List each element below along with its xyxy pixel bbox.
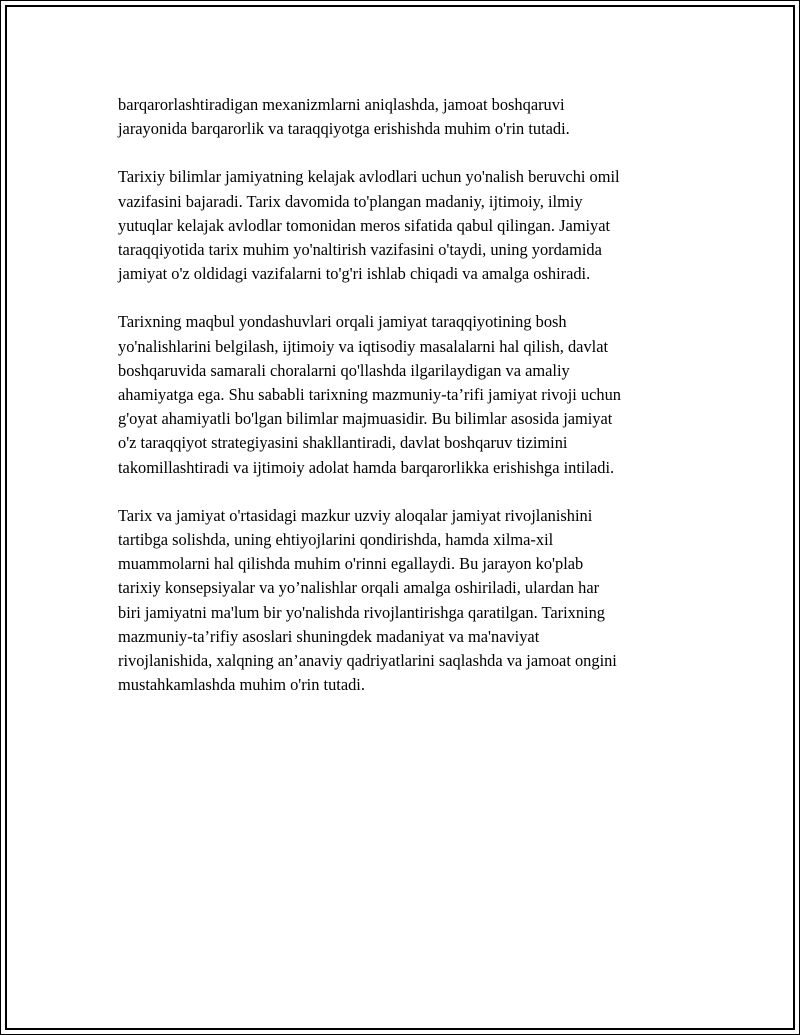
text-line: boshqaruvida samarali choralarni qo'llashda ilgarilaydigan va amaliy (118, 360, 570, 380)
text-line: ahamiyatga ega. Shu sababli tarixning mazmuniy-ta’rifi jamiyat rivoji uchun (118, 385, 621, 405)
text-line: rivojlanishida, xalqning an’anaviy qadriyatlarini saqlashda va jamoat ongini (118, 651, 617, 671)
text-line: jamiyat o'z oldidagi vazifalarni to'g'ri ishlab chiqadi va amalga oshiradi. (118, 264, 591, 284)
text-line: vazifasini bajaradi. Tarix davomida to'plangan madaniy, ijtimoiy, ilmiy (118, 191, 583, 211)
text-line: barqarorlashtiradigan mexanizmlarni aniqlashda, jamoat boshqaruvi (118, 95, 565, 114)
text-line: tarixiy konsepsiyalar va yo’nalishlar orqali amalga oshiriladi, ulardan har (118, 578, 600, 598)
text-line: o'z taraqqiyot strategiyasini shakllantiradi, davlat boshqaruv tizimini (118, 433, 568, 453)
text-line: yo'nalishlarini belgilash, ijtimoiy va iqtisodiy masalalarni hal qilish, davlat (118, 336, 609, 356)
text-line: Tarix va jamiyat o'rtasidagi mazkur uzviy aloqalar jamiyat rivojlanishini (118, 505, 593, 525)
text-line: biri jamiyatni ma'lum bir yo'nalishda rivojlantirishga qaratilgan. Tarixning (118, 602, 605, 622)
paragraph-2 (118, 165, 708, 286)
text-line: g'oyat ahamiyatli bo'lgan bilimlar majmuasidir. Bu bilimlar asosida jamiyat (118, 409, 613, 429)
text-line: Tarixning maqbul yondashuvlari orqali jamiyat taraqqiyotining bosh (118, 312, 567, 332)
text-line: yutuqlar kelajak avlodlar tomonidan meros sifatida qabul qilingan. Jamiyat (118, 215, 611, 235)
paragraph-3 (118, 310, 708, 479)
paragraph-4 (118, 504, 708, 698)
text-line: tartibga solishda, uning ehtiyojlarini qondirishda, hamda xilma-xil (118, 530, 554, 550)
text-line: muammolarni hal qilishda muhim o'rinni egallaydi. Bu jarayon ko'plab (118, 554, 584, 574)
text-line: takomillashtiradi va ijtimoiy adolat hamda barqarorlikka erishishga intiladi. (118, 457, 615, 477)
document-body (118, 93, 708, 721)
text-line: mustahkamlashda muhim o'rin tutadi. (118, 675, 365, 695)
text-line: jarayonida barqarorlik va taraqqiyotga erishishda muhim o'rin tutadi. (118, 119, 570, 139)
text-line: taraqqiyotida tarix muhim yo'naltirish vazifasini o'taydi, uning yordamida (118, 240, 602, 260)
text-line: Tarixiy bilimlar jamiyatning kelajak avlodlari uchun yo'nalish beruvchi omil (118, 167, 620, 187)
paragraph-1 (118, 93, 708, 141)
text-line: mazmuniy-ta’rifiy asoslari shuningdek madaniyat va ma'naviyat (118, 626, 540, 646)
